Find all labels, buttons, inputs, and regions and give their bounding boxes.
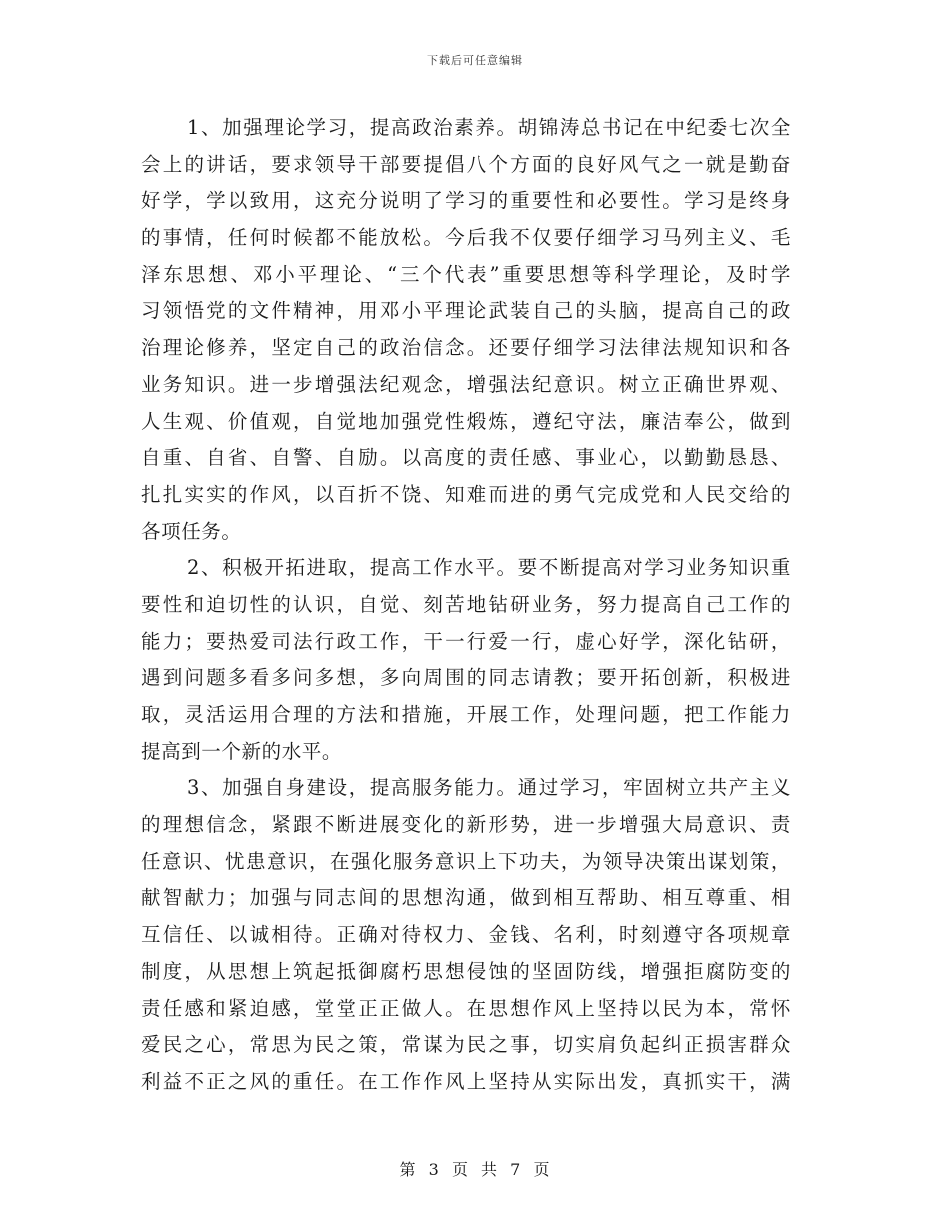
paragraph-2 <box>141 550 791 770</box>
text-line: 泽东思想、邓小平理论、“三个代表”重要思想等科学理论，及时学 <box>141 262 791 286</box>
footer-total-pages: 7 <box>510 1160 522 1179</box>
text-line: 制度，从思想上筑起抵御腐朽思想侵蚀的坚固防线，增强拒腐防变的 <box>141 959 791 983</box>
footer-label-ye: 页 <box>451 1160 469 1179</box>
text-line: 2、积极开拓进取，提高工作水平。要不断提高对学习业务知识重 <box>187 556 791 580</box>
footer-label-page: 第 <box>399 1160 417 1179</box>
paragraph-3 <box>141 770 791 1100</box>
text-line: 自重、自省、自警、自励。以高度的责任感、事业心，以勤勤恳恳、 <box>141 446 791 470</box>
footer-label-ye2: 页 <box>533 1160 551 1179</box>
text-line: 各项任务。 <box>141 519 242 543</box>
text-line: 治理论修养，坚定自己的政治信念。还要仔细学习法律法规知识和各 <box>141 336 791 360</box>
text-line: 会上的讲话，要求领导干部要提倡八个方面的良好风气之一就是勤奋 <box>141 152 791 176</box>
text-line: 献智献力；加强与同志间的思想沟通，做到相互帮助、相互尊重、相 <box>141 886 791 910</box>
text-line: 扎扎实实的作风，以百折不饶、知难而进的勇气完成党和人民交给的 <box>141 482 791 506</box>
page-header: 下载后可任意编辑 <box>427 54 523 67</box>
text-line: 互信任、以诚相待。正确对待权力、金钱、名利，时刻遵守各项规章 <box>141 923 791 947</box>
text-line: 能力；要热爱司法行政工作，干一行爱一行，虚心好学，深化钻研， <box>141 629 791 653</box>
text-line: 1、加强理论学习，提高政治素养。胡锦涛总书记在中纪委七次全 <box>187 116 791 139</box>
text-line: 爱民之心，常思为民之策，常谋为民之事，切实肩负起纠正损害群众 <box>141 1033 791 1057</box>
text-line: 取，灵活运用合理的方法和措施，开展工作，处理问题，把工作能力 <box>141 703 791 726</box>
text-line: 好学，学以致用，这充分说明了学习的重要性和必要性。学习是终身 <box>141 189 791 213</box>
text-line: 人生观、价值观，自觉地加强党性煅炼，遵纪守法，廉洁奉公，做到 <box>141 409 791 433</box>
text-line: 任意识、忧患意识，在强化服务意识上下功夫，为领导决策出谋划策， <box>141 849 791 873</box>
text-line: 遇到问题多看多问多想，多向周围的同志请教；要开拓创新，积极进 <box>141 666 791 690</box>
page-footer <box>0 1157 950 1180</box>
text-line: 的事情，任何时候都不能放松。今后我不仅要仔细学习马列主义、毛 <box>141 226 791 250</box>
text-line: 业务知识。进一步增强法纪观念，增强法纪意识。树立正确世界观、 <box>141 372 791 396</box>
text-line: 提高到一个新的水平。 <box>141 739 343 763</box>
footer-label-total: 共 <box>481 1160 499 1179</box>
text-line: 责任感和紧迫感，堂堂正正做人。在思想作风上坚持以民为本，常怀 <box>141 996 791 1020</box>
text-line: 要性和迫切性的认识，自觉、刻苦地钻研业务，努力提高自己工作的 <box>141 592 791 616</box>
footer-current-page: 3 <box>428 1160 440 1179</box>
paragraph-1 <box>141 110 791 550</box>
text-line: 习领悟党的文件精神，用邓小平理论武装自己的头脑，提高自己的政 <box>141 299 791 323</box>
document-body <box>141 110 791 1101</box>
text-line: 利益不正之风的重任。在工作作风上坚持从实际出发，真抓实干，满 <box>141 1069 791 1093</box>
text-line: 3、加强自身建设，提高服务能力。通过学习，牢固树立共产主义 <box>187 776 791 800</box>
text-line: 的理想信念，紧跟不断进展变化的新形势，进一步增强大局意识、责 <box>141 813 791 837</box>
